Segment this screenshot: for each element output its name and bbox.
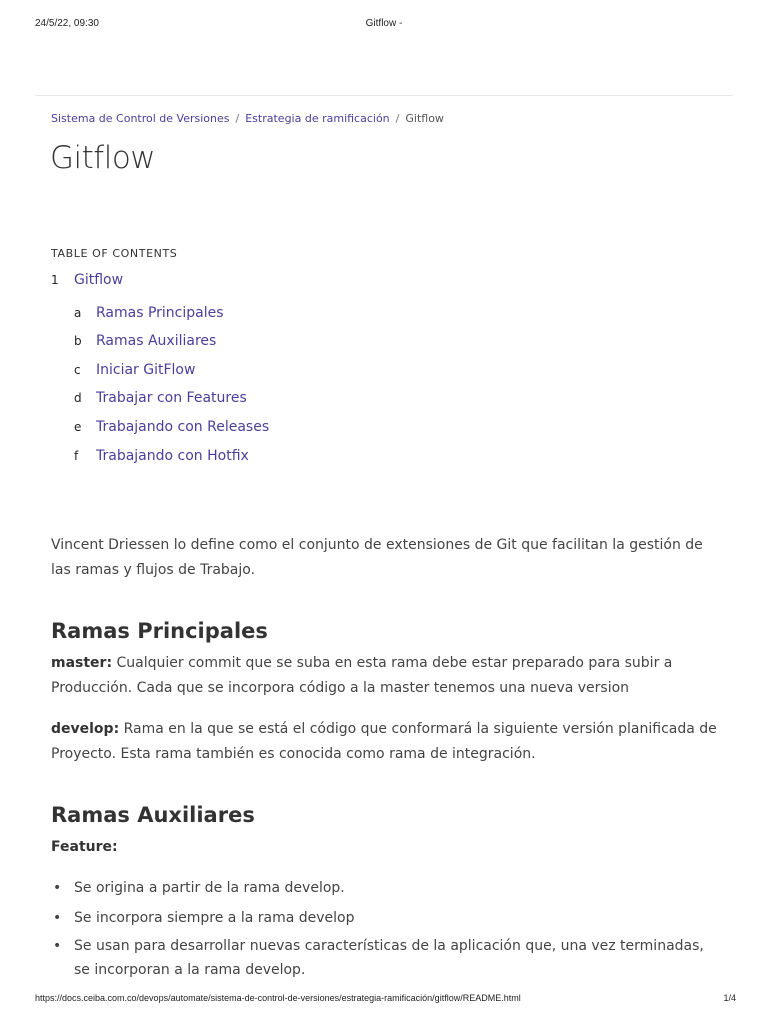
- toc-link-gitflow[interactable]: Gitflow: [74, 272, 124, 288]
- breadcrumb-current: Gitflow: [405, 112, 444, 125]
- header-divider: [35, 95, 733, 96]
- toc-subitem-trabajar-features: [74, 390, 247, 406]
- toc-subitem-iniciar-gitflow: [74, 362, 195, 378]
- list-item-text: Se origina a partir de la rama develop.: [74, 880, 345, 896]
- list-item: [51, 934, 721, 982]
- toc-item-gitflow: [51, 272, 123, 288]
- toc-link-ramas-principales[interactable]: Ramas Principales: [96, 305, 224, 321]
- page-number: 1/4: [723, 993, 736, 1003]
- list-item-text: Se incorpora siempre a la rama develop: [74, 910, 355, 926]
- toc-subitem-ramas-auxiliares: [74, 333, 216, 349]
- toc-subitem-letter: b: [74, 334, 82, 348]
- bullet-dot-icon: •: [53, 938, 62, 954]
- list-item: [51, 876, 721, 900]
- page-title: Gitflow: [50, 140, 156, 176]
- master-paragraph: [51, 651, 721, 701]
- breadcrumb-separator: /: [235, 112, 240, 125]
- master-label: master:: [51, 655, 113, 671]
- toc-heading: TABLE OF CONTENTS: [51, 247, 178, 260]
- bullet-dot-icon: •: [53, 910, 62, 926]
- develop-paragraph: [51, 717, 721, 767]
- breadcrumb-link-estrategia[interactable]: Estrategia de ramificación: [245, 112, 390, 125]
- intro-paragraph: Vincent Driessen lo define como el conjunto de extensiones de Git que facilitan la gestión de las ramas y flujos de Trabajo.: [51, 537, 703, 578]
- toc-link-iniciar-gitflow[interactable]: Iniciar GitFlow: [96, 362, 196, 378]
- develop-label: develop:: [51, 721, 120, 737]
- toc-subitem-letter: d: [74, 391, 82, 405]
- toc-item-number: 1: [51, 273, 59, 287]
- print-page-title: Gitflow -: [365, 18, 403, 29]
- toc-subitem-trabajando-releases: [74, 419, 269, 435]
- toc-link-trabajar-features[interactable]: Trabajar con Features: [96, 390, 247, 406]
- bullet-dot-icon: •: [53, 880, 62, 896]
- toc-subitem-ramas-principales: [74, 305, 224, 321]
- section-heading-ramas-principales: Ramas Principales: [51, 619, 268, 643]
- toc-link-trabajando-hotfix[interactable]: Trabajando con Hotfix: [96, 448, 249, 464]
- print-url: https://docs.ceiba.com.co/devops/automate/sistema-de-control-de-versiones/estrategia-ramificación/gitflow/README.html: [35, 993, 521, 1003]
- list-item: [51, 906, 721, 930]
- toc-subitem-letter: f: [74, 449, 79, 463]
- develop-text: Rama en la que se está el código que conformará la siguiente versión planificada de Proyecto. Esta rama también es conocida como rama de integración.: [51, 721, 717, 762]
- list-item-text: Se usan para desarrollar nuevas características de la aplicación que, una vez terminadas, se incorporan a la rama develop.: [74, 938, 704, 978]
- breadcrumb-link-control-versiones[interactable]: Sistema de Control de Versiones: [51, 112, 230, 125]
- toc-link-ramas-auxiliares[interactable]: Ramas Auxiliares: [96, 333, 217, 349]
- toc-subitem-trabajando-hotfix: [74, 448, 249, 464]
- print-datetime: 24/5/22, 09:30: [35, 18, 99, 29]
- master-text: Cualquier commit que se suba en esta rama debe estar preparado para subir a Producción. Cada que se incorpora código a la master tenemos una nueva version: [51, 655, 673, 696]
- breadcrumb: [51, 112, 444, 125]
- toc-subitem-letter: e: [74, 420, 82, 434]
- section-heading-ramas-auxiliares: Ramas Auxiliares: [51, 803, 255, 827]
- toc-subitem-letter: a: [74, 306, 82, 320]
- toc-subitem-letter: c: [74, 363, 81, 377]
- breadcrumb-separator: /: [395, 112, 400, 125]
- feature-label: Feature:: [51, 839, 118, 855]
- toc-link-trabajando-releases[interactable]: Trabajando con Releases: [96, 419, 270, 435]
